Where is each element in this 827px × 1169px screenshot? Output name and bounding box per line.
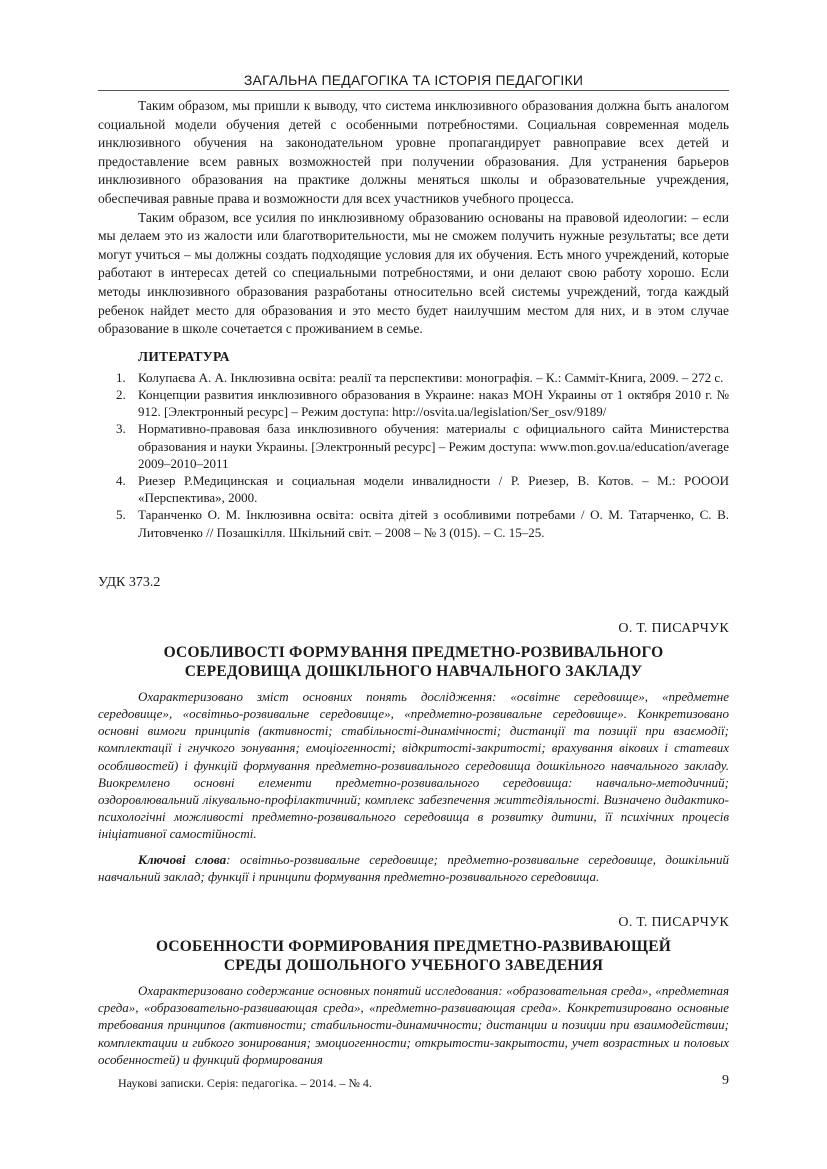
title-line: ОСОБЕННОСТИ ФОРМИРОВАНИЯ ПРЕДМЕТНО-РАЗВИВАЮЩЕЙ [155, 937, 672, 955]
body-paragraph: Таким образом, все усилия по инклюзивному образованию основаны на правовой идеологии: – если мы делаем это из жалости или благотворительности, мы не сможем получить нужные результаты; все дети могут учиться – мы должны создать подходящие условия для их обучения. Есть много учреждений, которые работают в интересах детей со специальными потребностями, и они делают свою работу хорошо. Если методы инклюзивного образования разработаны относительно всей системы учреждений, тогда каждый ребенок найдет место для образования и это место будет наилучшим местом для них, и в этом случае образование в школе сочетается с проживанием в семье. [98, 209, 729, 337]
udk-code: УДК 373.2 [98, 574, 161, 590]
reference-item [116, 386, 729, 420]
title-line: СЕРЕДОВИЩА ДОШКІЛЬНОГО НАВЧАЛЬНОГО ЗАКЛАДУ [184, 663, 643, 681]
reference-number: 2. [116, 386, 126, 402]
keywords-text: : освітньо-розвивальне середовище; предметно-розвивальне середовище, дошкільний навчальний заклад; функції і принципи формування предметно-розвивального середовища. [98, 851, 729, 884]
reference-text: Концепции развития инклюзивного образования в Украине: наказ МОН Украины от 1 октября 2010 г. № 912. [Электронный ресурс] – Режим доступа: http://osvita.ua/legislation/Ser_osv/9189/ [138, 386, 729, 420]
title-line: СРЕДЫ ДОШОЛЬНОГО УЧЕБНОГО ЗАВЕДЕНИЯ [223, 957, 604, 975]
reference-item [116, 506, 729, 540]
reference-item [116, 420, 729, 472]
running-header: ЗАГАЛЬНА ПЕДАГОГІКА ТА ІСТОРІЯ ПЕДАГОГІКИ [98, 72, 729, 91]
reference-number: 5. [116, 507, 126, 523]
keywords-label: Ключові слова [138, 851, 227, 867]
article-title-ukr [98, 643, 729, 682]
reference-text: Колупаєва А. А. Інклюзивна освіта: реалії та перспективи: монографія. – К.: Самміт-Книга, 2009. – 272 с. [138, 369, 724, 385]
article-title-rus [98, 937, 729, 976]
reference-text: Нормативно-правовая база инклюзивного обучения: материалы с официального сайта Министерства образования и науки Украины. [Электронный ресурс] – Режим доступа: www.mon.gov.ua/education/average 2009–2010–2011 [138, 421, 729, 471]
reference-item [116, 369, 729, 386]
reference-number: 4. [116, 472, 126, 488]
reference-number: 3. [116, 421, 126, 437]
keywords-ukr [98, 851, 729, 885]
page-number: 9 [722, 1073, 729, 1088]
journal-name: Наукові записки. Серія: педагогіка. – 2014. – № 4. [118, 1076, 372, 1090]
author-rus: О. Т. ПИСАРЧУК [618, 914, 729, 930]
title-line: ОСОБЛИВОСТІ ФОРМУВАННЯ ПРЕДМЕТНО-РОЗВИВАЛЬНОГО [163, 643, 664, 661]
reference-item [116, 472, 729, 506]
body-paragraph: Таким образом, мы пришли к выводу, что система инклюзивного образования должна быть аналогом социальной модели обучения детей с особенными потребностями. Социальная современная модель инклюзивного обучения на законодательном уровне пропагандирует равноправие всех детей и предоставление всем равных возможностей при получении образования. Для устранения барьеров инклюзивного образования на практике должны меняться школы и образовательные учреждения, обеспечивая равные права и возможности для всех участников учебного процесса. [98, 98, 729, 206]
author-ukr: О. Т. ПИСАРЧУК [618, 620, 729, 636]
reference-text: Таранченко О. М. Інклюзивна освіта: освіта дітей з особливими потребами / О. М. Татарченко, С. В. Литовченко // Позашкілля. Шкільний світ. – 2008 – № 3 (015). – С. 15–25. [138, 507, 729, 540]
body-text [98, 97, 729, 339]
reference-text: Риезер Р.Медицинская и социальная модели инвалидности / Р. Риезер, В. Котов. – М.: РОООИ «Перспектива», 2000. [138, 472, 729, 506]
abstract-ukr: Охарактеризовано зміст основних понять дослідження: «освітнє середовище», «предметне середовище», «освітньо-розвивальне середовище», «предметно-розвивальне середовище». Конкретизовано основні вимоги принципів (активності; стабільності-динамічності; дистанції та позиції при взаємодії; комплектації і гнучкого зонування; емоціогенності; відкритості-закритості; врахування вікових і статевих особливостей) і функцій формування предметно-розвивального середовища дошкільного навчального закладу. Виокремлено основні елементи предметно-розвивального середовища: навчально-методичний; оздоровлювальний лікувально-профілактичний; комплекс забезпечення життєдіяльності. Визначено дидактико-психологічні можливості предметно-розвивального середовища в розвитку дитини, її психічних процесів ініціативної самостійності. [98, 688, 729, 842]
reference-number: 1. [116, 369, 126, 385]
page [98, 72, 729, 1068]
reference-list [98, 369, 729, 541]
literature-heading: ЛИТЕРАТУРА [138, 348, 230, 364]
abstract-rus: Охарактеризовано содержание основных понятий исследования: «образовательная среда», «предметная среда», «образовательно-развивающая среда», «предметно-развивающая среда». Конкретизировано основные требования принципов (активности; стабильности-динамичности; дистанции и позиции при взаимодействии; комплектации и гибкого зонирования; эмоциогенности; открытости-закрытости, учет возрастных и половых особенностей) и функций формирования [98, 982, 729, 1067]
